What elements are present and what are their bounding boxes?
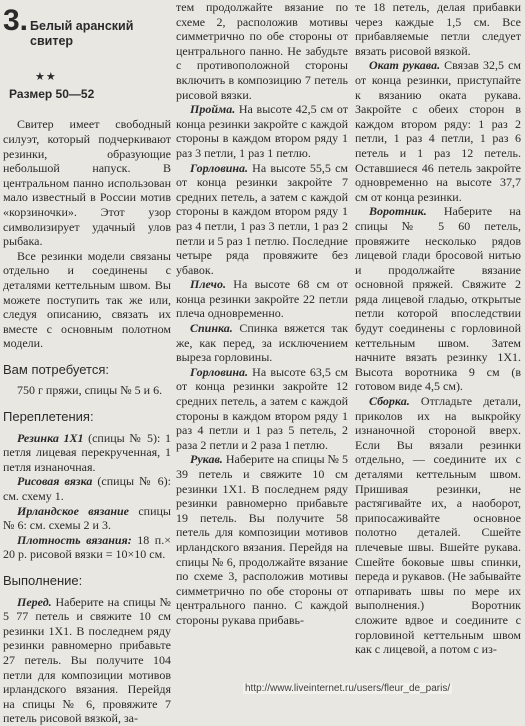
section-text: На высоте 68 см от конца резинки закройте 22 петли плеча одновременно. bbox=[176, 277, 348, 321]
pattern-number: 3. bbox=[3, 4, 29, 37]
section-label: Спинка. bbox=[190, 321, 233, 336]
section-text: На высоте 63,5 см от конца резинки закройте 12 средних петель, а затем с каждой стороны в каждом втором ряду 1 раз 4 петли и 1 раз 5 петель, 2 раза 2 петли и 2 раза 1 петлю. bbox=[176, 364, 348, 452]
column-1 bbox=[3, 0, 171, 726]
pattern-title-text: Белый аранский свитер bbox=[30, 19, 134, 48]
pattern-item bbox=[3, 431, 171, 475]
section bbox=[176, 365, 348, 453]
column-2 bbox=[176, 0, 348, 628]
section bbox=[355, 58, 521, 204]
pattern-item-text: (спицы № 5): 1 петля лицевая перекрученная, 1 петля изнаночная. bbox=[3, 430, 171, 474]
section bbox=[176, 321, 348, 365]
intro-paragraph: Все резинки модели связаны отдельно и соединены с деталями кеттельным швом. Вы можете поступить так же или, следуя описанию, связать их вместе с основным полотном модели. bbox=[3, 248, 171, 351]
difficulty-stars: ★★ bbox=[35, 71, 57, 84]
section-text: Спинка вяжется так же, как перед, за исключением выреза горловины. bbox=[176, 321, 348, 365]
section-label: Перед. bbox=[17, 594, 52, 609]
materials-text: 750 г пряжи, спицы № 5 и 6. bbox=[17, 383, 163, 398]
section-text: Наберите на спицы № 5 39 петель и свяжите 10 см резинки 1Х1. В последнем ряду резинки равномерно прибавьте 19 петель. Вы получите 58 петель для композиции мотивов ирландского вязания. Перейдя на спицы № 6, продолжайте вязание по схеме 3, расположив мотивы симметрично по обе стороны от центрального панно. С каждой стороны рукава прибавь- bbox=[176, 452, 348, 627]
section-text: На высоте 42,5 см от конца резинки закройте с каждой стороны в каждом втором ряду 1 раз 3 петли, 1 раз 1 петлю. bbox=[176, 102, 348, 160]
front-section bbox=[3, 595, 171, 726]
continued-paragraph: тем продолжайте вязание по схеме 2, расположив мотивы симметрично по обе стороны от центрального панно. Не забудьте с противоположной стороны включить в композицию 7 петель рисовой вязки. bbox=[176, 0, 348, 102]
pattern-title bbox=[3, 6, 171, 48]
section-text: Наберите на спицы № 5 77 петель и свяжите 10 см резинки 1Х1. В последнем ряду резинки равномерно прибавьте 27 петель. Вы получите 104 петли для композиции мотивов ирландского вязания. Перейдя на спицы № 6, провяжите 7 петель рисовой вязкой, за- bbox=[3, 594, 171, 726]
pattern-item bbox=[3, 533, 171, 562]
size-label: Размер 50—52 bbox=[9, 86, 95, 101]
materials-heading: Вам потребуется: bbox=[3, 361, 109, 377]
pattern-item-text: 18 п.× 20 р. рисовой вязки = 10×10 см. bbox=[3, 532, 171, 562]
section-text: Наберите на спицы № 5 60 петель, провяжите несколько рядов лицевой глади бросовой нитью и продолжайте вязание основной пряжей. Свяжите 2 ряда лицевой гладью, открытые петли которой впоследствии будут соединены с горловиной кеттельным швом. Затем начните вязать резинку 1Х1. Высота воротника 9 см (в готовом виде 4,5 см). bbox=[355, 204, 521, 394]
continued-paragraph: те 18 петель, делая прибавки через каждые 1,5 см. Все прибавляемые петли следует вязать рисовой вязкой. bbox=[355, 0, 521, 58]
work-heading: Выполнение: bbox=[3, 573, 83, 588]
pattern-item-label: Рисовая вязка bbox=[17, 474, 93, 489]
pattern-item-label: Резинка 1Х1 bbox=[17, 430, 84, 445]
pattern-item-label: Ирландское вязание bbox=[17, 503, 129, 518]
section-label: Пройма. bbox=[190, 102, 236, 117]
section-label: Окат рукава. bbox=[369, 58, 441, 73]
pattern-item-label: Плотность вязания: bbox=[17, 532, 132, 547]
section bbox=[176, 452, 348, 627]
section bbox=[176, 102, 348, 160]
pattern-item bbox=[3, 504, 171, 533]
intro-paragraph: Свитер имеет свободный силуэт, который подчеркивают резинки, образующие небольшой напуск. В центральном панно использован мало известный в России мотив «корзиночки». Этот узор символизирует удачный улов рыбака. bbox=[3, 117, 171, 249]
section bbox=[355, 394, 521, 657]
section-text: На высоте 55,5 см от конца резинки закройте 7 средних петель, а затем с каждой стороны в каждом втором ряду 1 раз 4 петли, 1 раз 3 петли, 1 раз 2 петли и 5 раз 1 петлю. Последние четыре ряда провяжите без убавок. bbox=[176, 160, 348, 277]
pattern-item-text: спицы № 6: см. схемы 2 и 3. bbox=[3, 503, 171, 533]
pattern-item bbox=[3, 474, 171, 503]
source-url: http://www.liveinternet.ru/users/fleur_de_paris/ bbox=[245, 683, 451, 694]
section-label: Воротник. bbox=[369, 204, 427, 219]
patterns-heading: Переплетения: bbox=[3, 409, 94, 425]
section-label: Сборка. bbox=[369, 394, 410, 409]
intro bbox=[3, 117, 171, 351]
section-text: Отгладьте детали, приколов их на выкройку изнаночной стороной вверх. Если Вы вязали резинки отдельно, — соедините их с деталями кеттельным швом. Пришивая резинки, не растягивайте их, а наоборот, припосаживайте основное полотно деталей. Сшейте плечевые швы. Вшейте рукава. Сшейте боковые швы спинки, переда и рукавов. (Не забывайте отпаривать швы по мере их выполнения.) Воротник сложите вдвое и соедините с горловиной кеттельным швом как с лицевой, а потом с из- bbox=[355, 394, 521, 657]
column-3 bbox=[355, 0, 521, 657]
pattern-item-text: (спицы № 6): см. схему 1. bbox=[3, 474, 171, 504]
section-label: Горловина. bbox=[190, 160, 249, 175]
section bbox=[176, 161, 348, 278]
section-label: Плечо. bbox=[190, 277, 226, 292]
section-label: Горловина. bbox=[190, 364, 249, 379]
section bbox=[355, 204, 521, 394]
section bbox=[176, 277, 348, 321]
section-label: Рукав. bbox=[190, 452, 223, 467]
section-text: Связав 32,5 см от конца резинки, приступайте к вязанию оката рукава. Закройте с обеих сторон в каждом втором ряду: 1 раз 2 петли, 1 раз 4 петли, 1 раз 6 петель и 1 раз 12 петель. Оставшиеся 46 петель закройте одновременно на высоте 37,7 см от конца резинки. bbox=[355, 58, 521, 204]
